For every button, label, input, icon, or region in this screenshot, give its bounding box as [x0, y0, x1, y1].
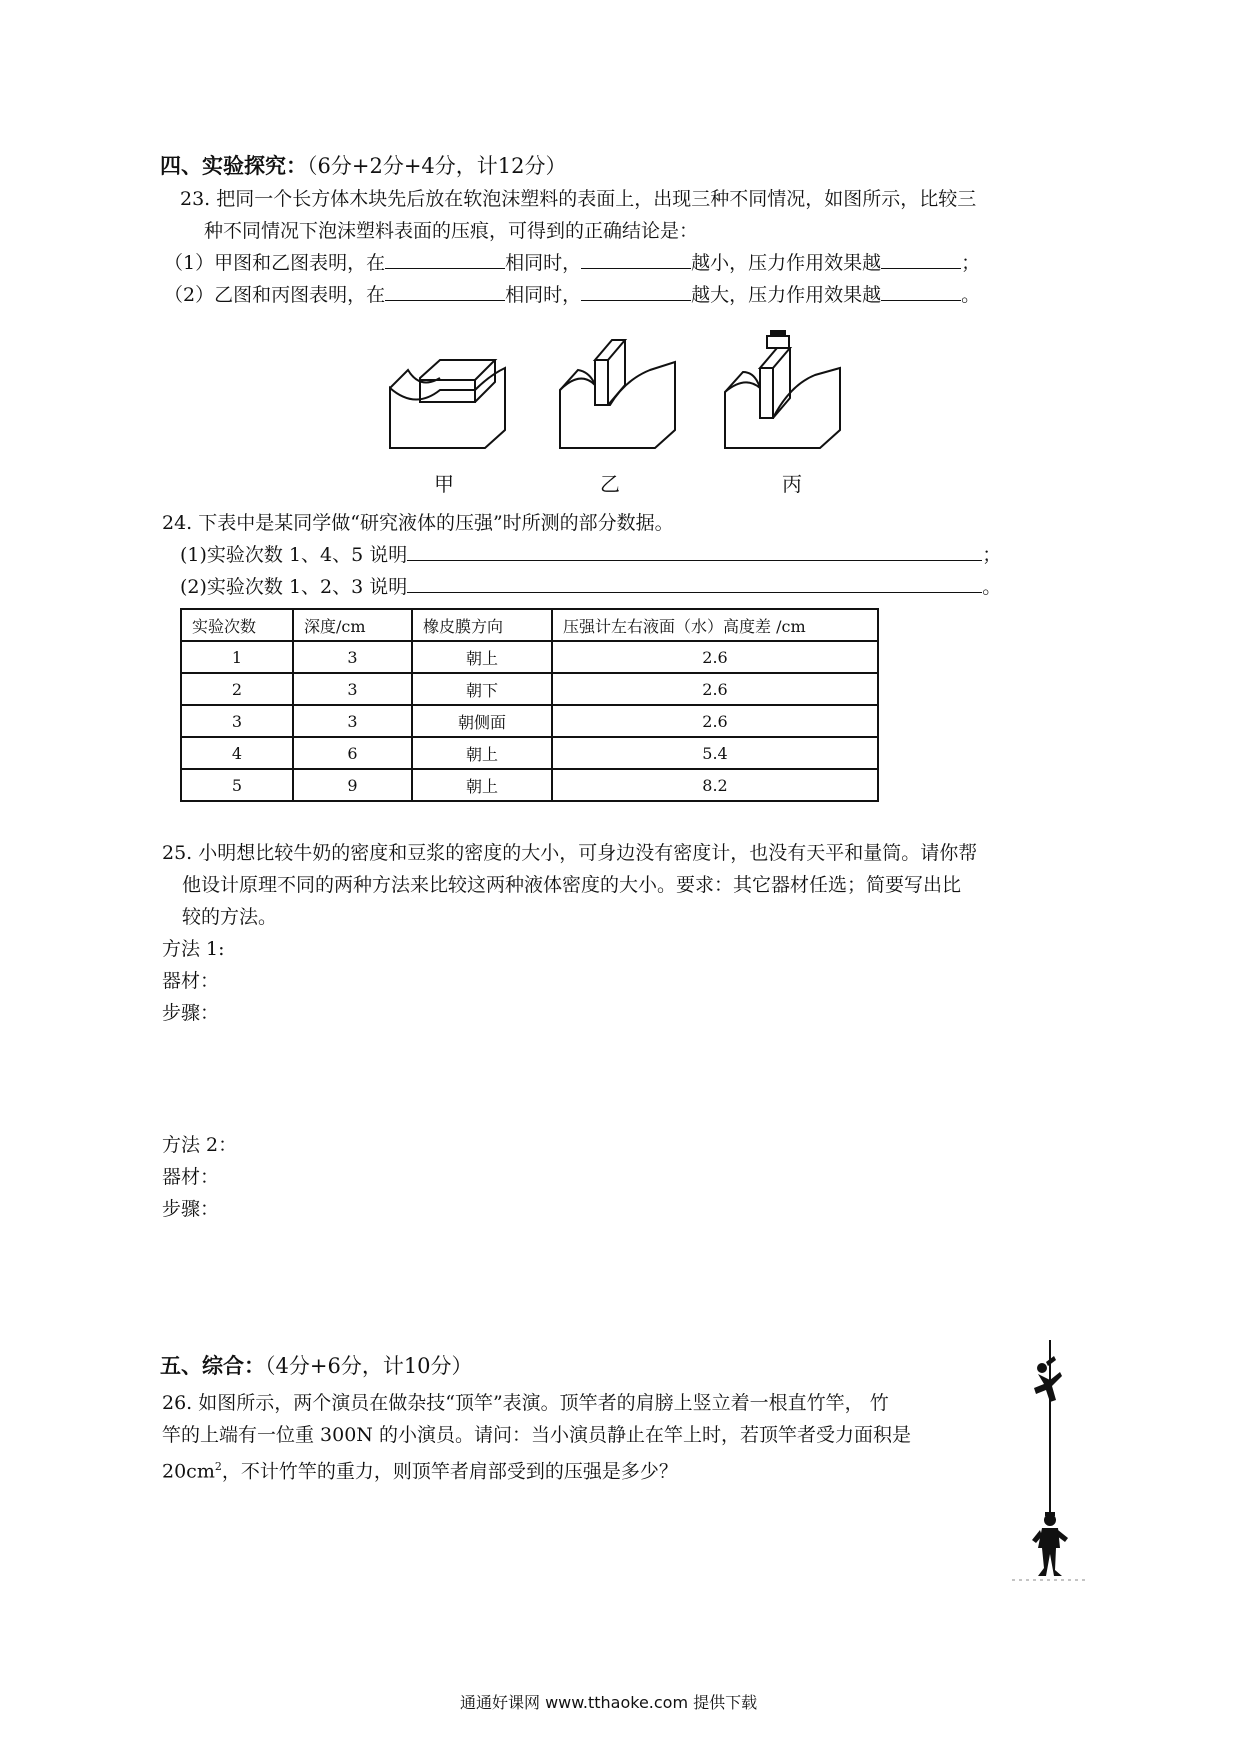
q25-line2: 他设计原理不同的两种方法来比较这两种液体密度的大小。要求：其它器材任选；简要写出比 [182, 874, 962, 896]
table-header-cell: 深度/cm [293, 609, 412, 641]
q23-statement-1 [164, 248, 980, 278]
table-cell: 朝上 [412, 641, 552, 673]
q25-line3: 较的方法。 [182, 906, 278, 928]
table-cell: 3 [293, 641, 412, 673]
q24-s1-blank [407, 540, 982, 561]
q23-p1-end: ； [961, 252, 981, 274]
table-cell: 4 [181, 737, 293, 769]
table-cell: 1 [181, 641, 293, 673]
q25-method2-equipment: 器材： [162, 1166, 220, 1188]
figure-yi-drawing [560, 340, 675, 448]
q23-line1: 23. 把同一个长方体木块先后放在软泡沫塑料的表面上，出现三种不同情况，如图所示，比较三 [180, 188, 977, 210]
section4-score: （6分+2分+4分，计12分） [307, 154, 567, 178]
table-cell: 2.6 [552, 673, 878, 705]
figure-bing-drawing [725, 330, 840, 448]
section5-heading [160, 1350, 473, 1380]
figure-label-jia: 甲 [434, 472, 454, 496]
table-cell: 6 [293, 737, 412, 769]
footer-source: 通通好课网 www.tthaoke.com 提供下载 [460, 1693, 758, 1712]
q25-method1-steps: 步骤： [162, 1002, 220, 1024]
table-cell: 2 [181, 673, 293, 705]
section4-title: 四、实验探究： [160, 154, 307, 178]
table-cell: 朝下 [412, 673, 552, 705]
table-row [181, 769, 878, 801]
q24-s2-blank [407, 572, 982, 593]
q26-area-exponent: 2 [214, 1460, 222, 1473]
q25-method2-steps: 步骤： [162, 1198, 220, 1220]
table-cell: 5 [181, 769, 293, 801]
table-header-cell: 压强计左右液面（水）高度差 /cm [552, 609, 878, 641]
table-cell: 朝侧面 [412, 705, 552, 737]
q26-line2: 竿的上端有一位重 300N 的小演员。请问：当小演员静止在竿上时，若顶竿者受力面积是 [162, 1424, 911, 1446]
q26-area: 20cm [162, 1460, 215, 1483]
table-cell: 8.2 [552, 769, 878, 801]
table-cell: 9 [293, 769, 412, 801]
table-cell: 2.6 [552, 705, 878, 737]
foam-figures [380, 330, 860, 460]
q23-statement-2 [164, 280, 980, 310]
q23-p2-blank1 [385, 280, 505, 301]
pressure-data-table [180, 608, 879, 802]
table-row [181, 705, 878, 737]
table-cell: 5.4 [552, 737, 878, 769]
section4-heading [160, 150, 567, 180]
table-header-cell: 实验次数 [181, 609, 293, 641]
table-cell: 3 [181, 705, 293, 737]
q23-p1-a: （1）甲图和乙图表明，在 [164, 252, 386, 274]
pole-acrobat-illustration [1010, 1340, 1090, 1585]
q24-s1: (1)实验次数 1、4、5 说明 [180, 544, 408, 566]
q23-p2-c: 越大，压力作用效果越 [691, 284, 882, 306]
q26-line1: 26. 如图所示，两个演员在做杂技“顶竿”表演。顶竿者的肩膀上竖立着一根直竹竿， 竹 [162, 1392, 889, 1414]
q25-method1: 方法 1: [162, 938, 225, 960]
q26-line3 [162, 1452, 678, 1486]
q24-statement-2 [180, 572, 1001, 602]
table-row [181, 673, 878, 705]
bottom-performer-figure [1032, 1512, 1068, 1576]
q23-line2: 种不同情况下泡沫塑料表面的压痕，可得到的正确结论是： [204, 220, 699, 242]
table-row [181, 641, 878, 673]
q24-s1-end: ； [982, 544, 1002, 566]
section5-title: 五、综合： [160, 1354, 265, 1378]
q26-question: ，不计竹竿的重力，则顶竿者肩部受到的压强是多少？ [221, 1460, 678, 1483]
table-cell: 3 [293, 705, 412, 737]
q24-s2: (2)实验次数 1、2、3 说明 [180, 576, 408, 598]
q23-p1-blank2 [581, 248, 691, 269]
q24-statement-1 [180, 540, 1001, 570]
q24-s2-end: 。 [982, 576, 1002, 598]
section5-score: （4分+6分，计10分） [265, 1354, 473, 1378]
q23-p1-c: 越小，压力作用效果越 [691, 252, 882, 274]
table-cell: 2.6 [552, 641, 878, 673]
figure-label-yi: 乙 [600, 472, 620, 496]
q23-p2-blank2 [581, 280, 691, 301]
q23-p2-blank3 [881, 280, 961, 301]
figure-label-bing: 丙 [782, 472, 802, 496]
table-header-row [181, 609, 878, 641]
q23-p2-b: 相同时， [505, 284, 582, 306]
q23-p1-blank1 [385, 248, 505, 269]
table-row [181, 737, 878, 769]
table-cell: 朝上 [412, 737, 552, 769]
table-header-cell: 橡皮膜方向 [412, 609, 552, 641]
q24-intro: 24. 下表中是某同学做“研究液体的压强”时所测的部分数据。 [162, 512, 674, 534]
q23-p1-b: 相同时， [505, 252, 582, 274]
table-cell: 3 [293, 673, 412, 705]
figure-jia-drawing [390, 360, 505, 448]
q23-p2-end: 。 [961, 284, 981, 306]
q25-line1: 25. 小明想比较牛奶的密度和豆浆的密度的大小，可身边没有密度计，也没有天平和量筒。请你帮 [162, 842, 978, 864]
table-cell: 朝上 [412, 769, 552, 801]
top-performer-figure [1034, 1356, 1062, 1402]
q25-method1-equipment: 器材： [162, 970, 220, 992]
q23-p2-a: （2）乙图和丙图表明，在 [164, 284, 386, 306]
q23-p1-blank3 [881, 248, 961, 269]
q25-method2: 方法 2： [162, 1134, 238, 1156]
